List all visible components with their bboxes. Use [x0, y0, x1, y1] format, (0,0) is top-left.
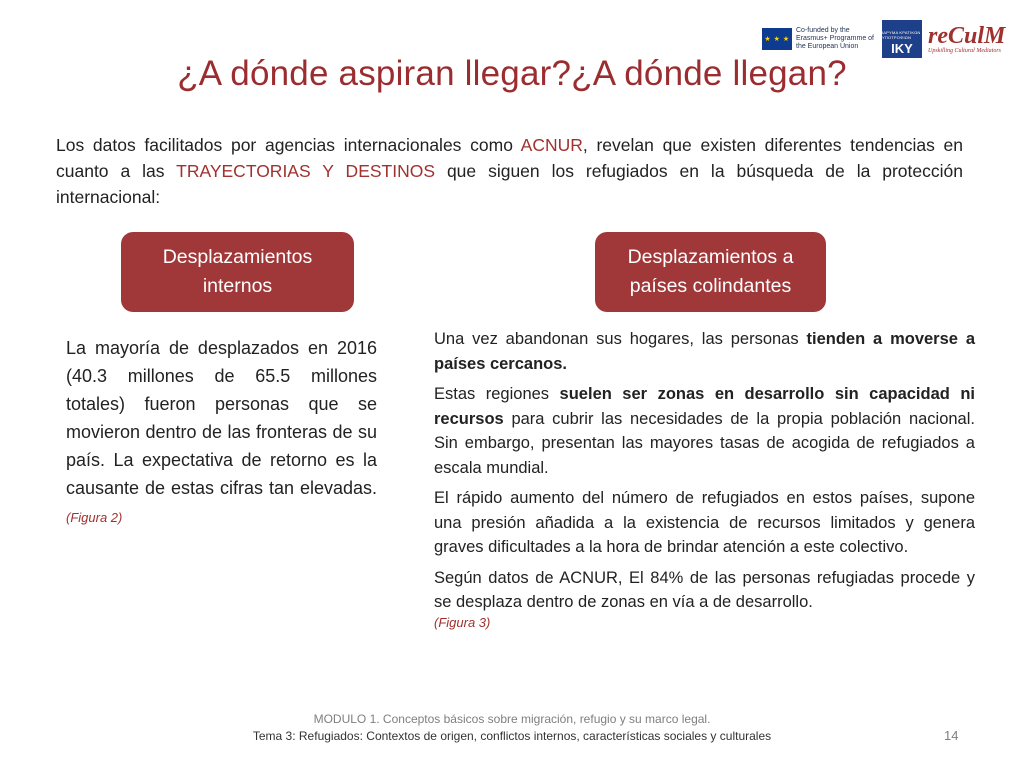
- left-column-text: [66, 334, 377, 532]
- right-column-text: [434, 327, 975, 637]
- footer-module: MODULO 1. Conceptos básicos sobre migración, refugio y su marco legal.: [313, 712, 711, 726]
- eu-stars: ★ ★ ★: [764, 36, 790, 43]
- reculm-logo-tagline: Upskilling Cultural Mediators: [928, 48, 1002, 54]
- right-paragraph-2: [434, 382, 975, 480]
- slide-title: ¿A dónde aspiran llegar?¿A dónde llegan?: [177, 54, 847, 93]
- right-p2-text-b: para cubrir las necesidades de la propia población nacional. Sin embargo, presentan las mayores tasas de acogida de refugiados a escala mundial.: [434, 409, 975, 477]
- right-p4-text: Según datos de ACNUR, El 84% de las personas refugiadas procede y se desplaza dentro de zonas en vía a de desarrollo.: [434, 568, 975, 611]
- footer-topic: Tema 3: Refugiados: Contextos de origen, conflictos internos, características sociales y culturales: [252, 729, 772, 743]
- reculm-logo-word: reCulM: [928, 23, 1006, 49]
- intro-paragraph: [56, 132, 963, 210]
- intro-text-1: Los datos facilitados por agencias internacionales como: [56, 135, 521, 155]
- iky-logo-label: IKY: [891, 41, 913, 56]
- eu-flag-icon: [762, 28, 792, 50]
- figure-2-ref: (Figura 2): [66, 510, 123, 525]
- iky-logo: [882, 20, 922, 58]
- box-neighbor-displacement: Desplazamientos a países colindantes: [595, 232, 826, 312]
- right-p2-text-a: Estas regiones: [434, 385, 560, 403]
- right-p1-bold: tienden a moverse a países cercanos.: [434, 330, 975, 373]
- reculm-logo: [928, 24, 1014, 54]
- right-p2-bold: suelen ser zonas en desarrollo sin capacidad ni recursos: [434, 385, 976, 428]
- iky-logo-lines: ΙΔΡΥΜΑ ΚΡΑΤΙΚΩΝ ΥΠΟΤΡΟΦΙΩΝ: [882, 30, 921, 40]
- right-paragraph-4: [434, 566, 975, 631]
- intro-highlight-acnur: ACNUR: [520, 135, 583, 155]
- left-body: La mayoría de desplazados en 2016 (40.3 millones de 65.5 millones totales) fueron personas que se movieron dentro de las fronteras de su país. La expectativa de retorno es la causante de estas cifras tan elevadas.: [66, 338, 377, 498]
- right-p1-text: Una vez abandonan sus hogares, las personas: [434, 330, 807, 348]
- page-number: 14: [944, 728, 959, 743]
- intro-text-2: , revelan que existen diferentes tendencias en cuanto a las: [56, 135, 964, 181]
- intro-text-3: que siguen los refugiados en la búsqueda de la protección internacional:: [56, 161, 963, 207]
- erasmus-logo-text: Co-funded by the Erasmus+ Programme of the European Union: [796, 27, 874, 50]
- figure-3-ref: (Figura 3): [434, 614, 491, 630]
- box-internal-displacement: Desplazamientos internos: [121, 232, 354, 312]
- footer: [0, 711, 1024, 745]
- intro-highlight-trayectorias: TRAYECTORIAS Y DESTINOS: [176, 161, 436, 181]
- right-paragraph-3: El rápido aumento del número de refugiados en estos países, supone una presión añadida a la existencia de recursos limitados y genera graves dificultades a la hora de brindar atención a este colectivo.: [434, 489, 975, 556]
- header-logos: [762, 20, 1014, 58]
- right-paragraph-1: [434, 327, 975, 376]
